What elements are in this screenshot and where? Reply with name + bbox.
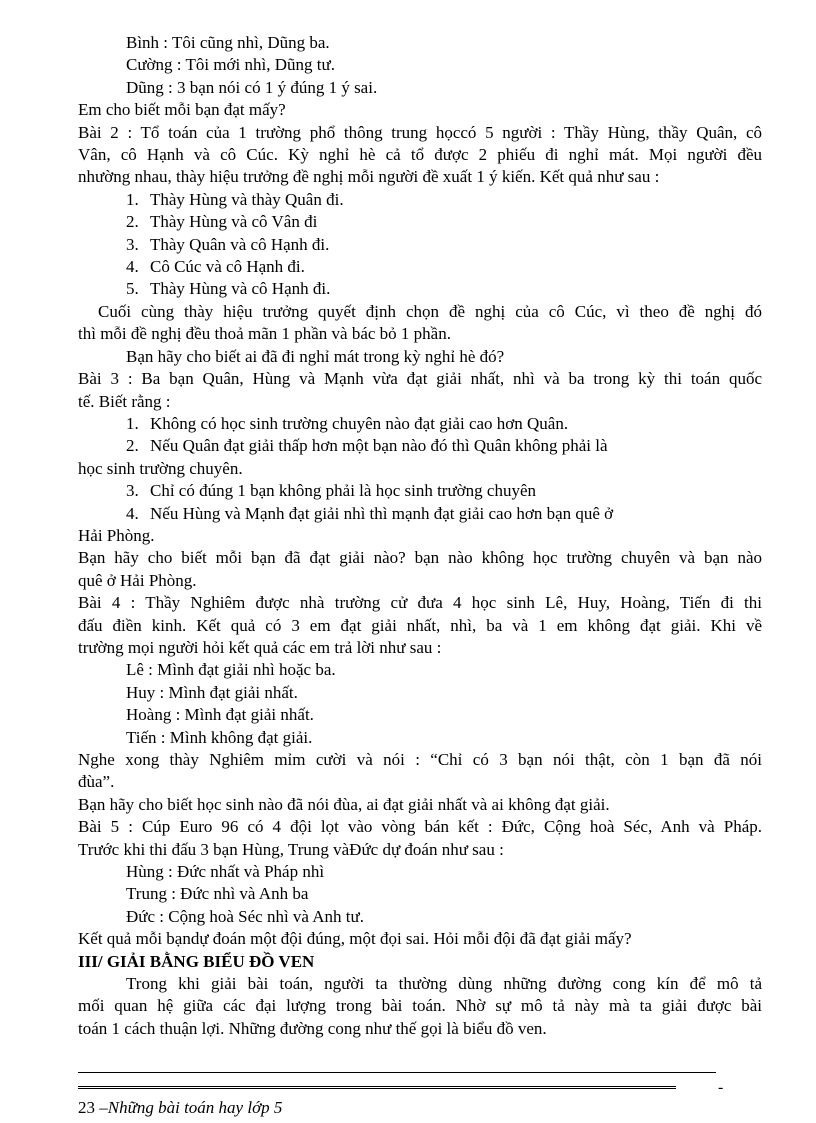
list-number: 4. [126,503,139,523]
list-number: 3. [126,481,139,501]
text-line: đùa”. [78,772,115,792]
list-number: 2. [126,212,139,232]
text-line: Hùng : Đức nhất và Pháp nhì [126,862,325,882]
text-line: Đức : Cộng hoà Séc nhì và Anh tư. [126,906,364,926]
text-line: Cuối cùng thày hiệu trưởng quyết định chọn đề nghị của cô Cúc, vì theo đề nghị đó [98,301,762,321]
list-number: 1. [126,413,139,433]
page-number: 23 – [78,1098,108,1117]
list-number: 4. [126,257,139,277]
text-line: mối quan hệ giữa các đại lượng trong bài toán. Nhờ sự mô tả này mà ta giải được bài [78,996,762,1016]
text-line: Nghe xong thày Nghiêm mỉm cười và nói : “Chỉ có 3 bạn nói thật, còn 1 bạn đã nói [78,750,762,769]
list-text: Thày Hùng và thày Quân đi. [150,189,344,209]
footer-rule [78,1072,716,1073]
text-line: thì mỗi đề nghị đều thoả mãn 1 phần và bác bỏ 1 phần. [78,324,451,344]
book-title: Những bài toán hay lớp 5 [107,1098,283,1117]
list-text: Thày Hùng và cô Vân đi [150,212,318,232]
list-text: Nếu Hùng và Mạnh đạt giải nhì thì mạnh đạt giải cao hơn bạn quê ở [150,503,614,523]
list-number: 1. [126,189,139,209]
list-text: Thày Quân và cô Hạnh đi. [150,234,330,254]
text-line: Cường : Tôi mới nhì, Dũng tư. [126,55,335,75]
list-item [78,256,762,278]
list-item [78,211,762,233]
text-line: Bạn hãy cho biết ai đã đi nghỉ mát trong kỳ nghỉ hè đó? [126,346,505,366]
text-line: Vân, cô Hạnh và cô Cúc. Kỳ nghỉ hè cả tổ được 2 phiếu đi nghỉ mát. Mọi người đều [78,145,762,165]
text-line: trường mọi người hỏi kết quả các em trả lời như sau : [78,637,442,657]
text-line: đấu điền kinh. Kết quả có 3 em đạt giải nhất, nhì, ba và 1 em không đạt giải. Khi về [78,615,762,635]
text-line: Bạn hãy cho biết mỗi bạn đã đạt giải nào? bạn nào không học trường chuyên và bạn nào [78,548,762,568]
list-item [78,413,762,435]
list-number: 2. [126,436,139,456]
text-line: Bạn hãy cho biết học sinh nào đã nói đùa, ai đạt giải nhất và ai không đạt giải. [78,794,610,814]
text-line: Bài 2 : Tổ toán của 1 trường phổ thông trung họccó 5 người : Thầy Hùng, thầy Quân, cô [78,122,762,142]
list-text: Nếu Quân đạt giải thấp hơn một bạn nào đó thì Quân không phải là [150,436,608,456]
list-number: 5. [126,279,139,299]
text-line: Hải Phòng. [78,525,155,545]
list-text: Cô Cúc và cô Hạnh đi. [150,257,305,277]
list-item [78,189,762,211]
list-item [78,503,762,525]
list-number: 3. [126,234,139,254]
text-line: Trước khi thi đấu 3 bạn Hùng, Trung vàĐức dự đoán như sau : [78,839,504,859]
text-line: học sinh trường chuyên. [78,458,243,478]
list-item [78,480,762,502]
list-item [78,234,762,256]
page-content [78,32,762,1040]
section-heading: III/ GIẢI BẰNG BIỂU ĐỒ VEN [78,951,315,971]
text-line: Tiến : Mình không đạt giải. [126,727,313,747]
text-line: Hoàng : Mình đạt giải nhất. [126,705,314,725]
text-line: Bài 3 : Ba bạn Quân, Hùng và Mạnh vừa đạt giải nhất, nhì và ba trong kỳ thi toán quốc [78,369,762,389]
page-footer [78,1098,282,1118]
text-line: Bài 5 : Cúp Euro 96 có 4 đội lọt vào vòng bán kết : Đức, Cộng hoà Séc, Anh và Pháp. [78,817,762,837]
text-line: Lê : Mình đạt giải nhì hoặc ba. [126,660,336,680]
text-line: Kết quả mỗi bạndự đoán một đội đúng, một đọi sai. Hỏi mỗi đội đã đạt giải mấy? [78,929,632,949]
list-item [78,278,762,300]
text-line: quê ở Hải Phòng. [78,570,197,590]
list-text: Chỉ có đúng 1 bạn không phải là học sinh trường chuyên [150,481,537,501]
list-text: Thày Hùng và cô Hạnh đi. [150,279,331,299]
text-line: Bình : Tôi cũng nhì, Dũng ba. [126,33,330,52]
text-line: tế. Biết rằng : [78,391,171,411]
text-line: toán 1 cách thuận lợi. Những đường cong như thế gọi là biểu đồ ven. [78,1018,547,1038]
text-line: nhường nhau, thày hiệu trưởng đề nghị mỗi người đề xuất 1 ý kiến. Kết quả như sau : [78,167,660,187]
list-text: Không có học sinh trường chuyên nào đạt giải cao hơn Quân. [150,413,569,433]
text-line: Dũng : 3 bạn nói có 1 ý đúng 1 ý sai. [126,77,378,97]
text-line: Trong khi giải bài toán, người ta thường dùng những đường cong kín để mô tả [126,974,762,994]
list-item [78,435,762,457]
text-line: Em cho biết mỗi bạn đạt mấy? [78,100,286,120]
text-line: Huy : Mình đạt giải nhất. [126,682,298,702]
footer-double-rule [78,1086,676,1089]
footer-dash: - [718,1079,724,1096]
text-line: Bài 4 : Thầy Nghiêm được nhà trường cử đưa 4 học sinh Lê, Huy, Hoàng, Tiến đi thi [78,593,762,613]
text-line: Trung : Đức nhì và Anh ba [126,884,309,904]
